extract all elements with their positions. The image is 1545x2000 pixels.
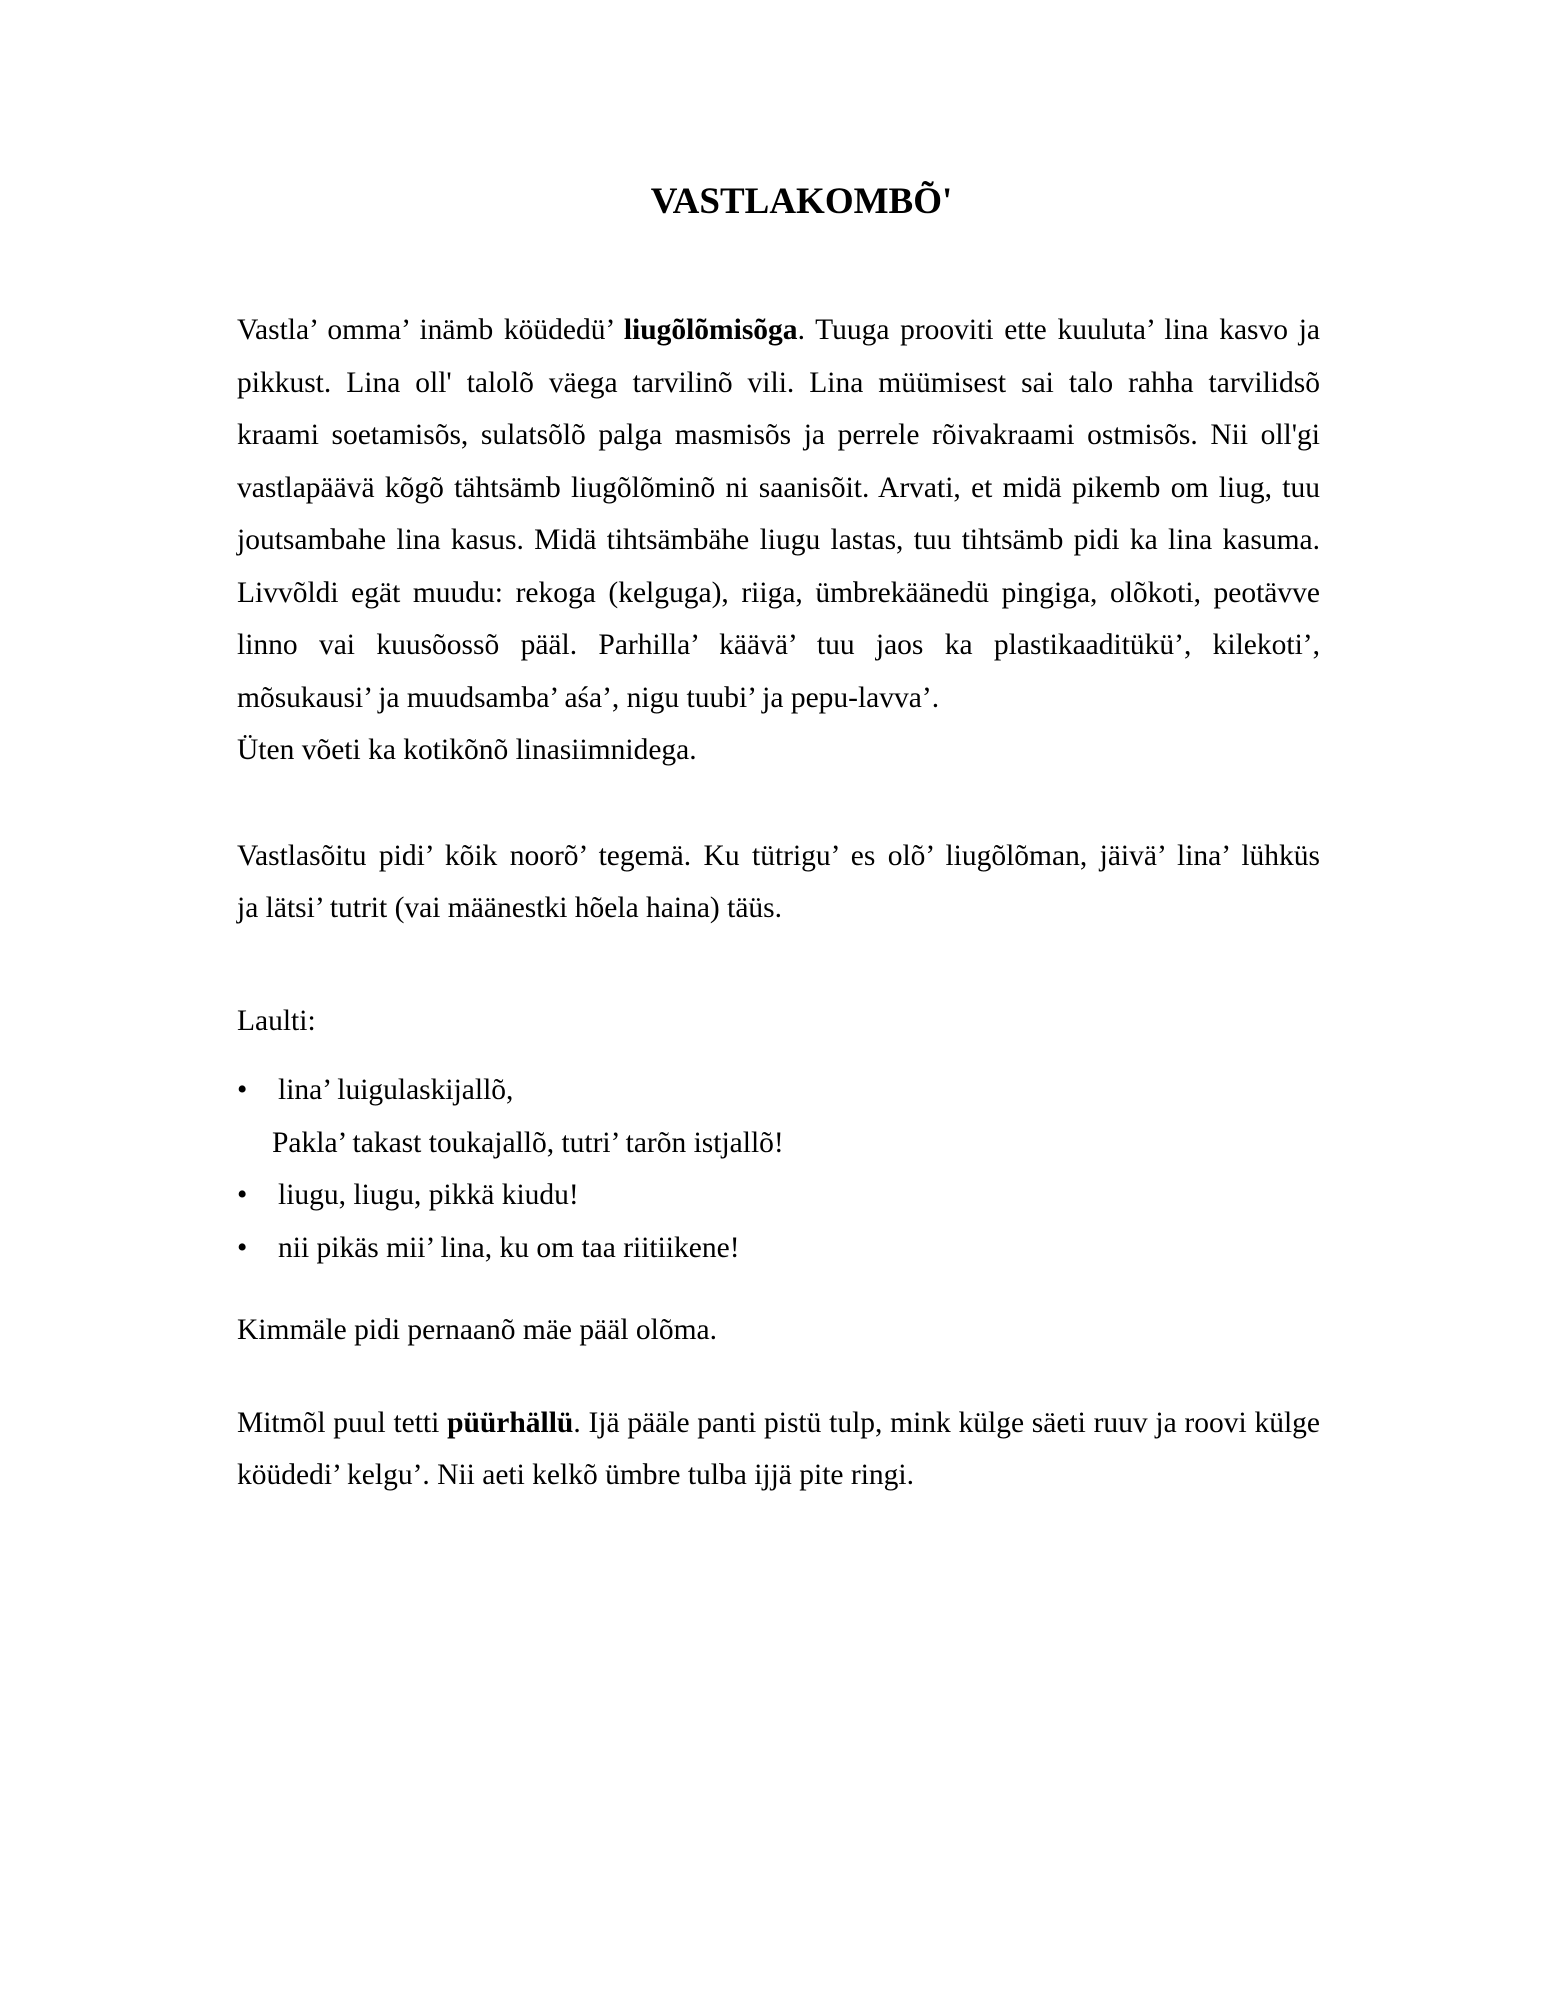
text-segment: linno vai kuusõossõ pääl. Parhilla’ käävä’ tuu jaos ka plastikaaditükü’, kilekoti’, <box>237 629 1320 661</box>
text-line <box>237 304 1320 357</box>
text-line <box>237 409 1320 462</box>
text-segment: Vastlasõitu pidi’ kõik noorõ’ tegemä. Ku tütrigu’ es olõ’ liugõlõman, jäivä’ lina’ lühküs <box>237 839 1320 872</box>
text-segment: joutsambahe lina kasus. Midä tihtsämbähe liugu lastas, tuu tihtsämb pidi ka lina kasuma. <box>237 524 1320 556</box>
text-segment: Vastla’ omma’ inämb köüdedü’ <box>237 314 624 346</box>
text-segment: lina’ luigulaskijallõ, <box>278 1074 514 1106</box>
text-segment: ja lätsi’ tutrit (vai määnestki hõela haina) täüs. <box>237 892 783 924</box>
document-content <box>237 0 1320 1502</box>
text-line <box>237 514 1320 567</box>
text-line <box>237 1222 1320 1275</box>
bold-text-segment: püürhällü <box>447 1406 574 1439</box>
text-line <box>237 724 1320 777</box>
text-line <box>237 1397 1320 1450</box>
text-line <box>237 672 1320 725</box>
text-line <box>237 357 1320 410</box>
text-segment: Kimmäle pidi pernaanõ mäe pääl olõma. <box>237 1314 718 1346</box>
text-line <box>272 1117 1320 1170</box>
text-line <box>237 1304 1320 1357</box>
text-segment: Üten võeti ka kotikõnõ linasiimnidega. <box>237 734 697 766</box>
bullet-item <box>237 1064 1320 1117</box>
text-segment: pikkust. Lina oll' talolõ väega tarvilinõ vili. Lina müümisest sai talo rahha tarvilidsõ <box>237 366 1320 399</box>
text-segment: Laulti: <box>237 1004 316 1037</box>
bullet-icon: • <box>237 1231 248 1264</box>
text-segment: Mitmõl puul tetti <box>237 1406 448 1439</box>
text-segment: Pakla’ takast toukajallõ, tutri’ tarõn istjallõ! <box>272 1126 784 1159</box>
bullet-item <box>237 1169 1320 1222</box>
text-line <box>237 1064 1320 1117</box>
text-segment: Livvõldi egät muudu: rekoga (kelguga), riiga, ümbrekäänedü pingiga, olõkoti, peotävve <box>237 576 1320 609</box>
text-line <box>237 830 1320 883</box>
text-line <box>237 619 1320 672</box>
paragraph <box>237 1304 1320 1357</box>
text-segment: kraami soetamisõs, sulatsõlõ palga masmisõs ja perrele rõivakraami ostmisõs. Nii oll'gi <box>237 419 1320 451</box>
text-line <box>237 1449 1320 1502</box>
bold-text-segment: liugõlõmisõga <box>623 314 798 346</box>
text-segment: vastlapäävä kõgõ tähtsämb liugõlõminõ ni saanisõit. Arvati, et midä pikemb om liug, tuu <box>237 471 1320 504</box>
bullet-continuation-line <box>237 1117 1320 1170</box>
text-segment: nii pikäs mii’ lina, ku om taa riitiikene! <box>278 1231 740 1264</box>
bullet-icon: • <box>237 1074 248 1106</box>
paragraph <box>237 724 1320 777</box>
text-line <box>237 567 1320 620</box>
text-segment: liugu, liugu, pikkä kiudu! <box>278 1179 579 1211</box>
text-line <box>237 995 1320 1048</box>
paragraph <box>237 995 1320 1048</box>
text-line <box>237 1169 1320 1222</box>
paragraph <box>237 304 1320 724</box>
paragraph <box>237 830 1320 935</box>
document-title: VASTLAKOMBÕ' <box>650 181 953 222</box>
text-segment: köüdedi’ kelgu’. Nii aeti kelkõ ümbre tulba ijjä pite ringi. <box>237 1459 914 1491</box>
text-line <box>237 882 1320 935</box>
text-line <box>237 462 1320 515</box>
text-segment: . Tuuga prooviti ette kuuluta’ lina kasvo ja <box>797 314 1320 346</box>
text-segment: mõsukausi’ ja muudsamba’ aśa’, nigu tuubi’ ja pepu-lavva’. <box>237 681 940 714</box>
bullet-item <box>237 1222 1320 1275</box>
paragraph <box>237 1397 1320 1502</box>
document-body <box>237 304 1320 1502</box>
text-segment: . Ijä pääle panti pistü tulp, mink külge säeti ruuv ja roovi külge <box>573 1406 1320 1439</box>
bullet-icon: • <box>237 1179 248 1211</box>
